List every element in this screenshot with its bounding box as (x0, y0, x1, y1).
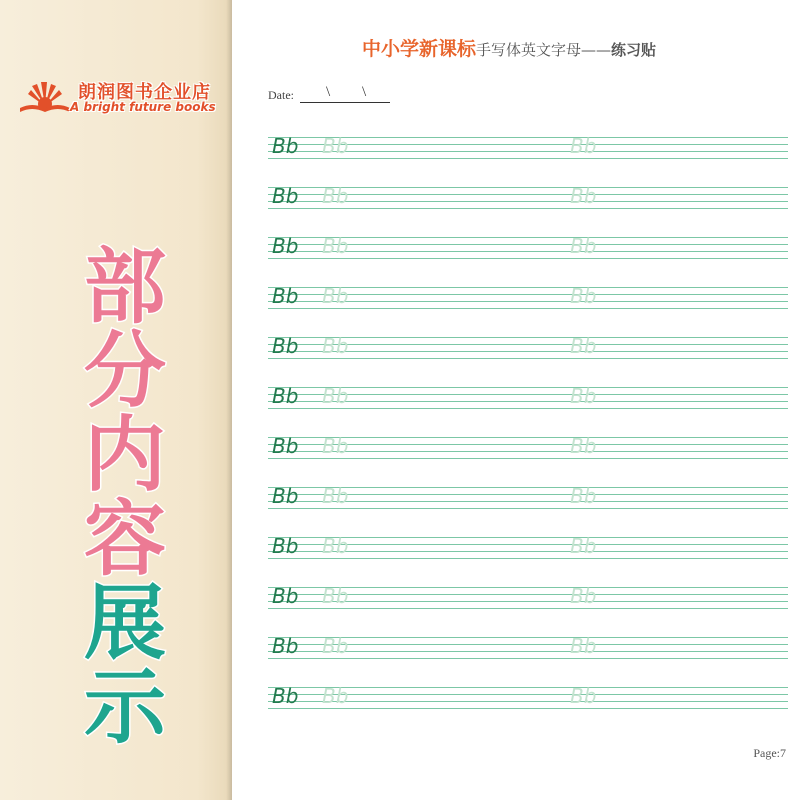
date-separator-2: \ (362, 84, 367, 100)
example-letter: Bb (272, 234, 299, 258)
practice-row (268, 134, 788, 187)
trace-letter: Bb (570, 284, 597, 308)
banner-char-3: 内 (83, 408, 166, 503)
trace-letter: Bb (570, 234, 597, 258)
date-field-line[interactable] (300, 102, 390, 103)
practice-row (268, 584, 788, 637)
example-letter: Bb (272, 284, 299, 308)
worksheet-title (362, 34, 656, 61)
banner-char-1: 部 (83, 240, 166, 335)
practice-row (268, 184, 788, 237)
banner-char-6: 示 (83, 660, 166, 755)
trace-letter: Bb (322, 134, 349, 158)
logo-chinese-text: 朗润图书企业店 (78, 82, 211, 103)
banner-char-4: 容 (83, 492, 166, 587)
banner-char-2: 分 (83, 324, 166, 419)
trace-letter: Bb (322, 634, 349, 658)
practice-row (268, 284, 788, 337)
title-tail: 练习贴 (611, 41, 657, 59)
example-letter: Bb (272, 534, 299, 558)
trace-letter: Bb (322, 584, 349, 608)
practice-row (268, 234, 788, 287)
trace-letter: Bb (570, 134, 597, 158)
trace-letter: Bb (570, 484, 597, 508)
practice-rows (268, 134, 788, 737)
practice-row (268, 484, 788, 537)
trace-letter: Bb (570, 334, 597, 358)
example-letter: Bb (272, 434, 299, 458)
page-number: Page:7 (753, 746, 786, 760)
example-letter: Bb (272, 184, 299, 208)
trace-letter: Bb (322, 484, 349, 508)
example-letter: Bb (272, 684, 299, 708)
trace-letter: Bb (570, 534, 597, 558)
logo-english-text: A bright future books (70, 100, 216, 114)
date-label: Date: (268, 88, 294, 102)
title-main: 中小学新课标 (362, 38, 477, 60)
sun-book-icon (14, 76, 76, 116)
trace-letter: Bb (322, 184, 349, 208)
store-logo (14, 76, 214, 118)
trace-letter: Bb (570, 434, 597, 458)
practice-row (268, 684, 788, 737)
example-letter: Bb (272, 484, 299, 508)
trace-letter: Bb (570, 634, 597, 658)
trace-letter: Bb (322, 334, 349, 358)
trace-letter: Bb (322, 434, 349, 458)
promo-panel (0, 0, 232, 800)
trace-letter: Bb (322, 284, 349, 308)
practice-row (268, 534, 788, 587)
trace-letter: Bb (322, 534, 349, 558)
trace-letter: Bb (322, 384, 349, 408)
practice-row (268, 434, 788, 487)
trace-letter: Bb (570, 584, 597, 608)
banner-char-5: 展 (83, 576, 166, 671)
practice-row (268, 634, 788, 687)
trace-letter: Bb (570, 384, 597, 408)
title-sub: 手写体英文字母—— (476, 41, 612, 59)
trace-letter: Bb (570, 684, 597, 708)
date-separator-1: \ (326, 84, 331, 100)
example-letter: Bb (272, 334, 299, 358)
trace-letter: Bb (570, 184, 597, 208)
worksheet-page (232, 0, 800, 800)
example-letter: Bb (272, 584, 299, 608)
practice-row (268, 384, 788, 437)
practice-row (268, 334, 788, 387)
trace-letter: Bb (322, 684, 349, 708)
example-letter: Bb (272, 134, 299, 158)
example-letter: Bb (272, 384, 299, 408)
example-letter: Bb (272, 634, 299, 658)
trace-letter: Bb (322, 234, 349, 258)
